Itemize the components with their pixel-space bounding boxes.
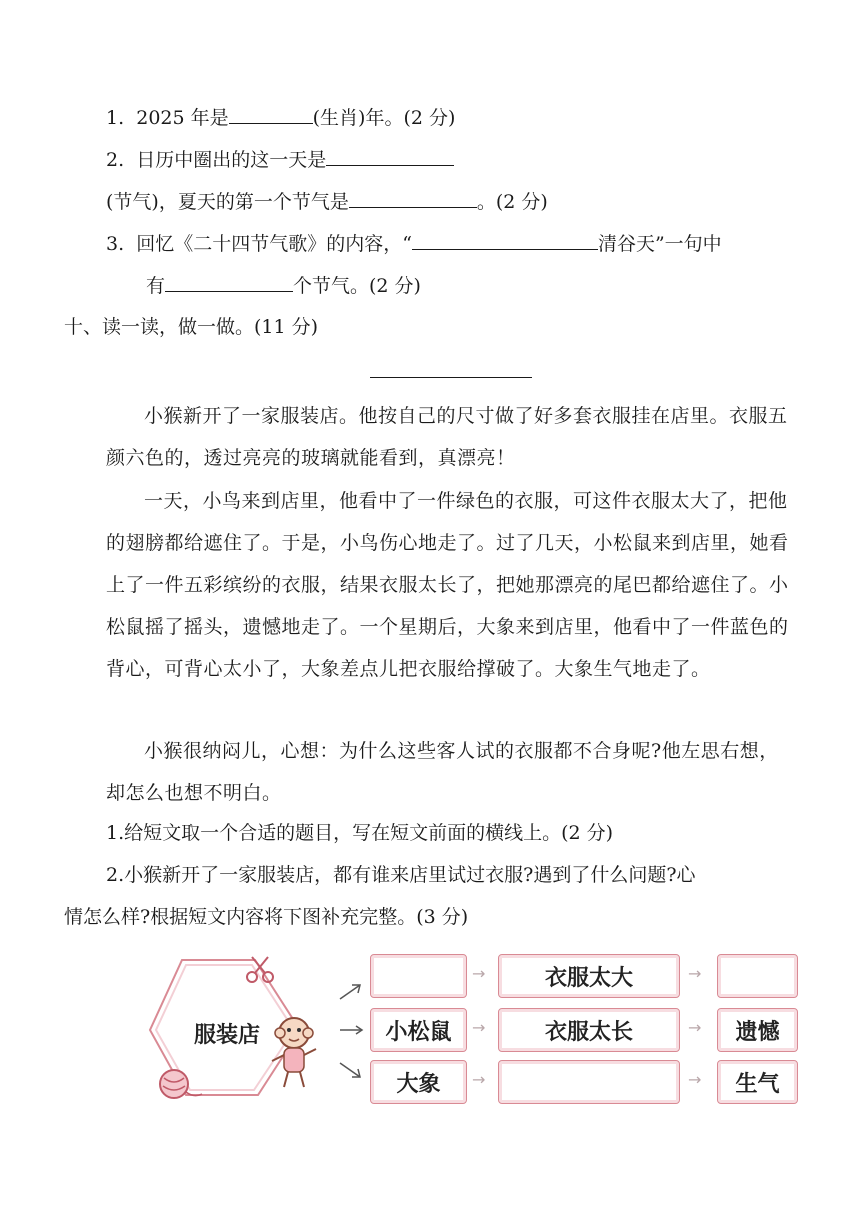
passage-paragraph: 小猴新开了一家服装店。他按自己的尺寸做了好多套衣服挂在店里。衣服五颜六色的，透过亮亮的玻璃就能看到，真漂亮！ bbox=[106, 405, 788, 469]
visitor-box[interactable] bbox=[370, 954, 467, 998]
shop-label: 服装店 bbox=[193, 1023, 260, 1048]
problem-box: 衣服太长 bbox=[498, 1008, 680, 1052]
sub-question-1: 1.给短文取一个合适的题目，写在短文前面的横线上。(2 分) bbox=[106, 822, 614, 844]
section-heading: 十、读一读，做一做。(11 分) bbox=[64, 316, 319, 338]
question-3-continued bbox=[146, 271, 421, 300]
question-text: 回忆《二十四节气歌》的内容，“ bbox=[136, 233, 412, 255]
answer-blank[interactable] bbox=[165, 271, 293, 292]
question-text: 日历中圈出的这一天是 bbox=[136, 149, 327, 171]
arrow-down bbox=[340, 1063, 360, 1077]
question-3 bbox=[106, 229, 722, 258]
arrow-right-icon: → bbox=[688, 1018, 702, 1037]
visitor-box: 小松鼠 bbox=[370, 1008, 467, 1052]
title-blank[interactable] bbox=[370, 377, 532, 378]
question-2 bbox=[106, 145, 454, 174]
question-1 bbox=[106, 103, 455, 132]
mood-box[interactable] bbox=[717, 954, 798, 998]
arrow-right-icon: → bbox=[688, 1070, 702, 1089]
answer-blank[interactable] bbox=[349, 187, 477, 208]
arrow-right-icon: → bbox=[688, 964, 702, 983]
sub-question-2-line1: 2.小猴新开了一家服装店，都有谁来店里试过衣服?遇到了什么问题?心 bbox=[106, 864, 696, 886]
question-number: 2. bbox=[106, 149, 125, 171]
visitor-box: 大象 bbox=[370, 1060, 467, 1104]
question-text: (节气)，夏天的第一个节气是 bbox=[106, 191, 349, 213]
answer-blank[interactable] bbox=[326, 145, 454, 166]
arrow-up bbox=[340, 985, 360, 999]
question-number: 3. bbox=[106, 233, 125, 255]
question-2-continued bbox=[106, 187, 548, 216]
question-text: 个节气。(2 分) bbox=[293, 275, 421, 297]
problem-box[interactable] bbox=[498, 1060, 680, 1104]
answer-blank[interactable] bbox=[229, 103, 313, 124]
mood-box: 生气 bbox=[717, 1060, 798, 1104]
question-text: 有 bbox=[146, 275, 166, 297]
question-text: 2025 年是 bbox=[136, 107, 229, 129]
problem-box: 衣服太大 bbox=[498, 954, 680, 998]
question-text: (生肖)年。(2 分) bbox=[312, 107, 456, 129]
passage-paragraph: 一天，小鸟来到店里，他看中了一件绿色的衣服，可这件衣服太大了，把他的翅膀都给遮住了。于是，小鸟伤心地走了。过了几天，小松鼠来到店里，她看上了一件五彩缤纷的衣服，结果衣服太长了，把她那漂亮的尾巴都给遮住了。小松鼠摇了摇头，遗憾地走了。一个星期后，大象来到店里，他看中了一件蓝色的背心，可背心太小了，大象差点儿把衣服给撑破了。大象生气地走了。 bbox=[106, 490, 789, 680]
passage-paragraph: 小猴很纳闷儿，心想：为什么这些客人试的衣服都不合身呢?他左思右想，却怎么也想不明白。 bbox=[106, 740, 779, 804]
question-number: 1. bbox=[106, 107, 125, 129]
arrow-right-icon: → bbox=[472, 1018, 486, 1037]
question-text: 清谷天”一句中 bbox=[597, 233, 722, 255]
sub-question-2-line2: 情怎么样?根据短文内容将下图补充完整。(3 分) bbox=[64, 906, 469, 928]
question-text: 。(2 分) bbox=[476, 191, 548, 213]
arrow-right-icon: → bbox=[472, 964, 486, 983]
mood-box: 遗憾 bbox=[717, 1008, 798, 1052]
answer-blank[interactable] bbox=[412, 229, 598, 250]
arrow-right-icon: → bbox=[472, 1070, 486, 1089]
